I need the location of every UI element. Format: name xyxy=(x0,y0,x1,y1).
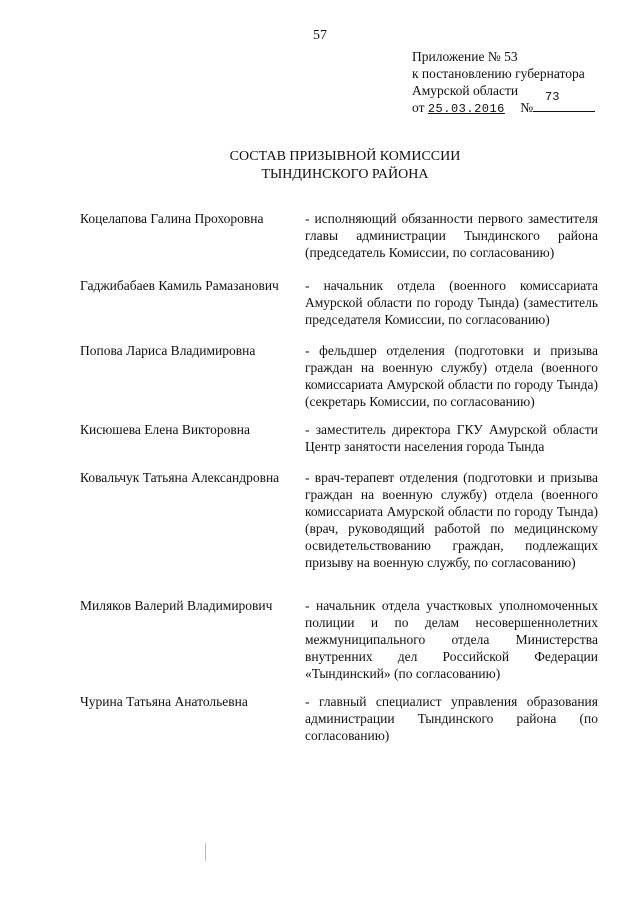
document-date: 25.03.2016 xyxy=(427,102,505,116)
number-label: № xyxy=(520,100,534,115)
member-name: Попова Лариса Владимировна xyxy=(80,343,256,358)
appendix-line-3: Амурской области xyxy=(412,83,519,98)
document-number: 73 xyxy=(545,90,560,104)
title-line-2: ТЫНДИНСКОГО РАЙОНА xyxy=(261,167,429,182)
member-name: Чурина Татьяна Анатольевна xyxy=(80,694,248,709)
appendix-line-2: к постановлению губернатора xyxy=(412,66,585,81)
member-role: - заместитель директора ГКУ Амурской области Центр занятости населения города Тында xyxy=(305,422,598,454)
member-name: Гаджибабаев Камиль Рамазанович xyxy=(80,278,279,293)
date-prefix: от xyxy=(412,100,425,115)
member-name: Кисюшева Елена Викторовна xyxy=(80,422,250,437)
appendix-block xyxy=(412,48,595,118)
number-blank-line xyxy=(533,99,595,112)
member-role: - фельдшер отделения (подготовки и призыва граждан на военную службу) отдела (военного комиссариата Амурской области по городу Тында) (секретарь Комиссии, по согласованию) xyxy=(305,343,598,409)
member-name: Коцелапова Галина Прохоровна xyxy=(80,211,264,226)
title-line-1: СОСТАВ ПРИЗЫВНОЙ КОМИССИИ xyxy=(229,149,461,164)
scan-mark xyxy=(205,843,206,861)
member-name: Миляков Валерий Владимирович xyxy=(80,598,273,613)
member-role: - начальник отдела участковых уполномоченных полиции и по делам несовершеннолетних межмуниципального отдела Министерства внутренних дел Российской Федерации «Тындинский» (по согласованию) xyxy=(305,598,598,681)
member-role: - главный специалист управления образования администрации Тындинского района (по согласованию) xyxy=(305,694,598,743)
member-name: Ковальчук Татьяна Александровна xyxy=(80,470,280,485)
page-number: 57 xyxy=(313,28,327,43)
appendix-line-1: Приложение № 53 xyxy=(412,49,518,64)
member-role: - врач-терапевт отделения (подготовки и призыва граждан на военную службу) отдела (военного комиссариата Амурской области по городу Тында) (врач, руководящий работой по медицинскому освидетельствованию граждан, подлежащих призыву на военную службу, по согласованию) xyxy=(305,470,598,570)
member-role: - исполняющий обязанности первого заместителя главы администрации Тындинского района (председатель Комиссии, по согласованию) xyxy=(305,211,598,260)
page-title xyxy=(0,148,640,184)
member-role: - начальник отдела (военного комиссариата Амурской области по городу Тында) (заместитель председателя Комиссии, по согласованию) xyxy=(305,278,598,327)
